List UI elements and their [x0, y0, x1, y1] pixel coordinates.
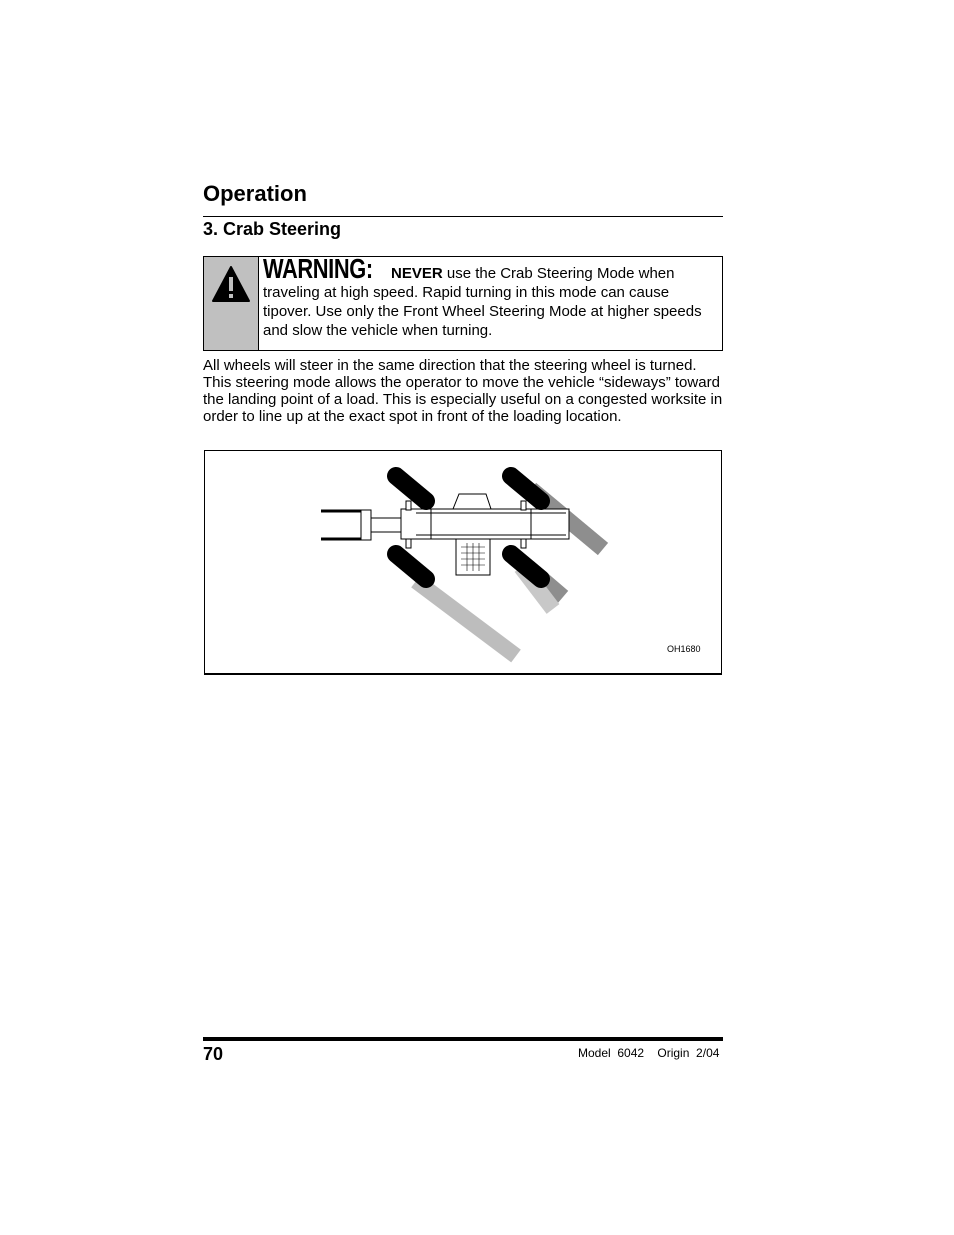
warning-emphasis: NEVER	[391, 265, 443, 282]
subsection-title: 3. Crab Steering	[203, 219, 342, 239]
header-rule	[203, 216, 723, 217]
figure-label: OH1680	[667, 644, 701, 654]
warning-text	[259, 253, 722, 350]
crab-steering-illustration	[205, 451, 721, 673]
footer-rule	[203, 1037, 723, 1041]
section-title: Operation	[203, 181, 307, 206]
body-paragraph: All wheels will steer in the same direction that the steering wheel is turned. This steering mode allows the operator to move the vehicle “sideways” toward the landing point of a load. This is especially useful on a congested worksite in order to line up at the exact spot in front of the loading location.	[203, 357, 723, 425]
warning-message: use the Crab Steering Mode when traveling at high speed. Rapid turning in this mode can cause tipover. Use only the Front Wheel Steering Mode at higher speeds and slow the vehicle when turning.	[263, 265, 702, 339]
figure-box	[204, 450, 722, 675]
warning-icon-cell	[204, 257, 259, 350]
page-number: 70	[203, 1044, 224, 1064]
warning-box	[203, 253, 723, 351]
warning-triangle-icon	[211, 265, 251, 303]
warning-heading: WARNING:	[263, 253, 373, 284]
footer-model-info: Model 6042 Origin 2/04	[578, 1046, 720, 1060]
